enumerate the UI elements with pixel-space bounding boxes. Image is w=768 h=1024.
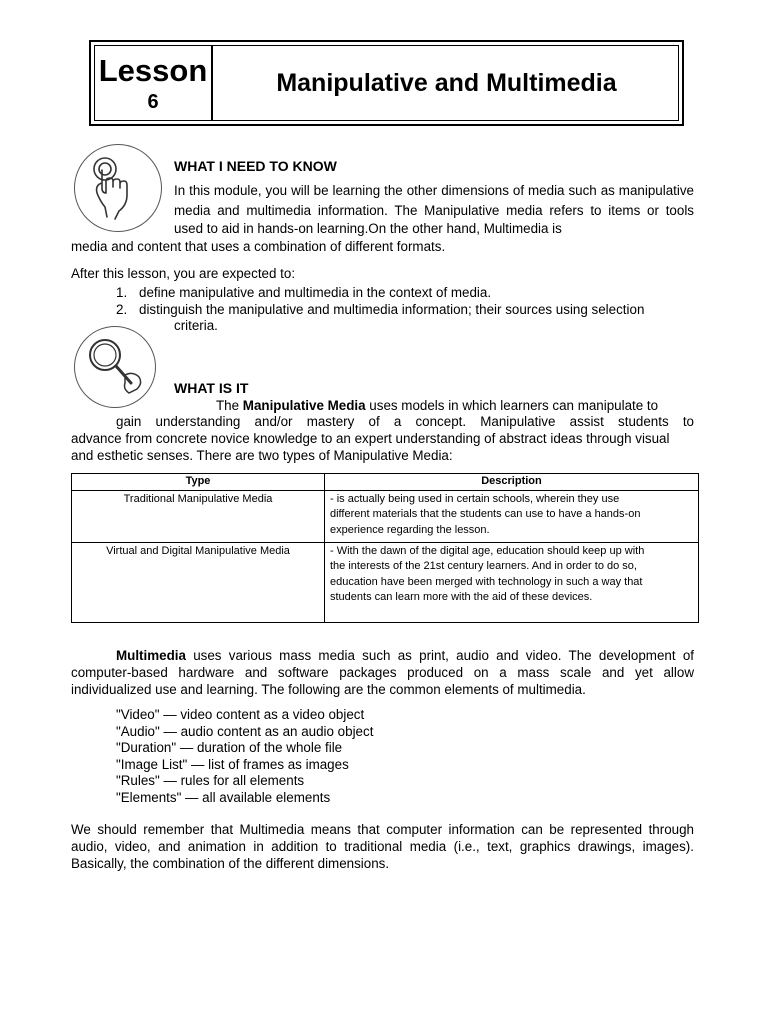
what-is-it-line-2: gain understanding and/or mastery of a concept. Manipulative assist students to [116, 414, 694, 429]
multimedia-line-1: Multimedia uses various mass media such as print, audio and video. The development of [116, 648, 694, 663]
lesson-number: 6 [147, 91, 159, 113]
what-is-it-line-4: and esthetic senses. There are two types of Manipulative Media: [71, 448, 453, 463]
table-row [72, 490, 699, 542]
intro-line-3: used to aid in hands-on learning.On the other hand, Multimedia is [174, 221, 562, 236]
table-cell-description: - With the dawn of the digital age, education should keep up with the interests of the 21st century learners. And in order to do so, education have been merged with technology in such a way that students can learn more with the aid of these devices. [325, 542, 699, 622]
objective-text-2-cont: criteria. [174, 318, 218, 333]
intro-line-2: media and multimedia information. The Manipulative media refers to items or tools [174, 203, 694, 218]
what-is-it-line-1: The Manipulative Media uses models in which learners can manipulate to [216, 398, 659, 413]
closing-line-2: audio, video, and animation in addition to traditional media (i.e., text, graphics drawings, images). [71, 839, 694, 854]
objective-number-2: 2. [116, 302, 128, 317]
table-cell-description: - is actually being used in certain schools, wherein they use different materials that the students can use to have a hands-on experience regarding the lesson. [325, 490, 699, 542]
what-is-it-line-3: advance from concrete novice knowledge to an expert understanding of abstract ideas through visual [71, 431, 670, 446]
list-item: "Audio" — audio content as an audio object [116, 723, 374, 739]
hand-touch-icon [74, 144, 162, 232]
list-item: "Video" — video content as a video object [116, 707, 365, 722]
magnifying-glass-icon [74, 326, 156, 408]
manipulative-media-table [71, 473, 699, 623]
table-header-type: Type [72, 474, 325, 491]
closing-line-1: We should remember that Multimedia means that computer information can be represented through [71, 822, 694, 837]
page-title: Manipulative and Multimedia [276, 68, 617, 97]
multimedia-line-2: computer-based hardware and software packages produced on a mass scale and yet allow [71, 665, 694, 680]
list-item: "Elements" — all available elements [116, 789, 331, 805]
elements-list [116, 707, 373, 806]
multimedia-line-3: individualized use and learning. The following are the common elements of multimedia. [71, 682, 586, 697]
list-item: "Rules" — rules for all elements [116, 773, 305, 788]
objective-number-1: 1. [116, 285, 128, 300]
lesson-header-inner [94, 45, 679, 121]
objectives-intro: After this lesson, you are expected to: [71, 266, 296, 281]
lesson-number-cell [95, 46, 213, 120]
table-header-row [72, 474, 699, 491]
closing-line-3: Basically, the combination of the different dimensions. [71, 856, 390, 871]
table-header-description: Description [325, 474, 699, 491]
table-cell-type: Virtual and Digital Manipulative Media [72, 542, 325, 622]
table-row [72, 542, 699, 622]
list-item: "Duration" — duration of the whole file [116, 740, 343, 755]
lesson-label: Lesson [98, 53, 208, 88]
list-item: "Image List" — list of frames as images [116, 756, 349, 772]
section-heading-what-i-need: WHAT I NEED TO KNOW [174, 158, 337, 174]
objective-text-1: define manipulative and multimedia in the context of media. [139, 285, 492, 300]
intro-line-1: In this module, you will be learning the other dimensions of media such as manipulative [174, 183, 694, 198]
lesson-header [89, 40, 684, 126]
intro-line-4: media and content that uses a combination of different formats. [71, 239, 446, 254]
objective-text-2: distinguish the manipulative and multimedia information; their sources using selection [139, 302, 645, 317]
table-cell-type: Traditional Manipulative Media [72, 490, 325, 542]
section-heading-what-is-it: WHAT IS IT [174, 380, 249, 396]
